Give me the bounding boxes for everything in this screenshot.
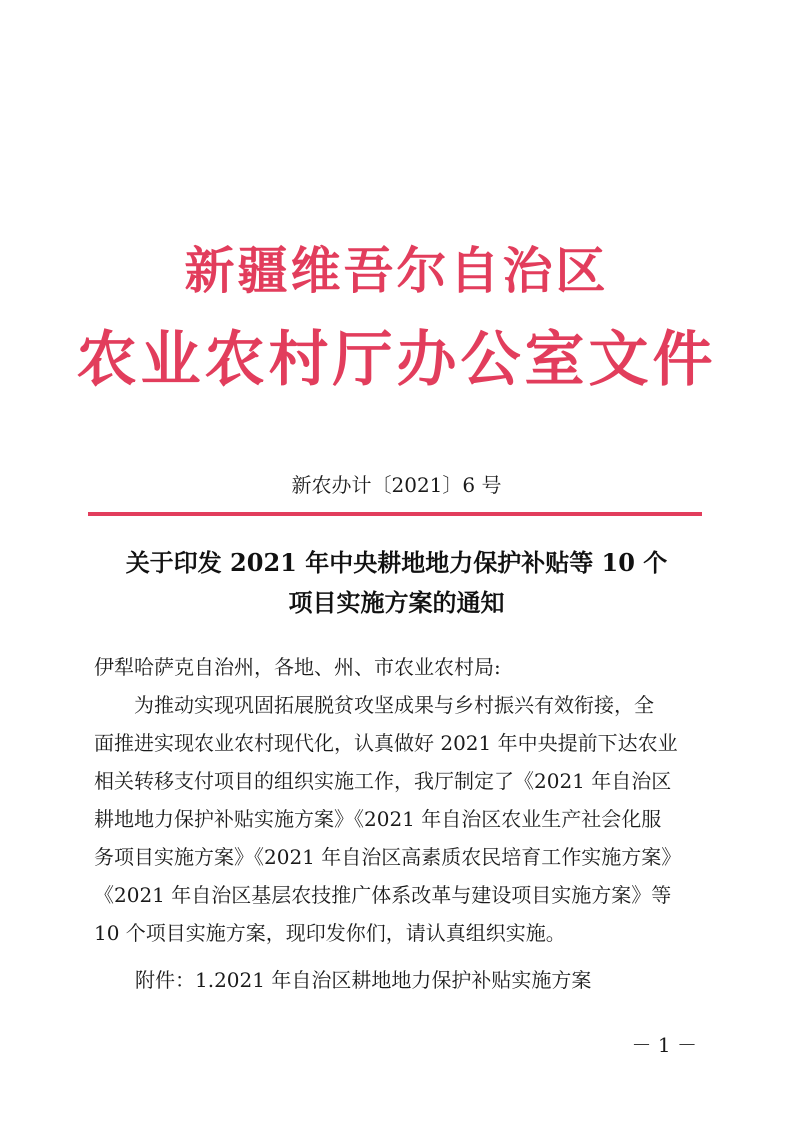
attachment-line: 附件：1.2021 年自治区耕地地力保护补贴实施方案 xyxy=(135,968,592,992)
paragraph-line: 10 个项目实施方案，现印发你们，请认真组织实施。 xyxy=(94,921,566,945)
issuer-name-line2: 农业农村厅办公室文件 xyxy=(76,325,717,395)
paragraph-line: 面推进实现农业农村现代化，认真做好 2021 年中央提前下达农业 xyxy=(94,731,678,755)
paragraph-line: 为推动实现巩固拓展脱贫攻坚成果与乡村振兴有效衔接，全 xyxy=(134,693,654,717)
paragraph-line: 务项目实施方案》《2021 年自治区高素质农民培育工作实施方案》 xyxy=(94,845,682,869)
document-number: 新农办计〔2021〕6 号 xyxy=(291,473,502,497)
red-divider-line xyxy=(88,512,702,516)
paragraph-line: 耕地地力保护补贴实施方案》《2021 年自治区农业生产社会化服 xyxy=(94,807,662,831)
page-number: － 1 － xyxy=(631,1033,697,1057)
salutation: 伊犁哈萨克自治州，各地、州、市农业农村局: xyxy=(94,655,501,679)
document-title xyxy=(0,543,793,623)
title-line2: 项目实施方案的通知 xyxy=(288,588,505,617)
title-line1: 关于印发 2021 年中央耕地地力保护补贴等 10 个 xyxy=(125,548,668,577)
paragraph-line: 《2021 年自治区基层农技推广体系改革与建设项目实施方案》等 xyxy=(94,883,672,907)
body-paragraph xyxy=(94,686,696,952)
paragraph-line: 相关转移支付项目的组织实施工作，我厅制定了《2021 年自治区 xyxy=(94,769,672,793)
issuer-name-line1: 新疆维吾尔自治区 xyxy=(184,241,609,300)
